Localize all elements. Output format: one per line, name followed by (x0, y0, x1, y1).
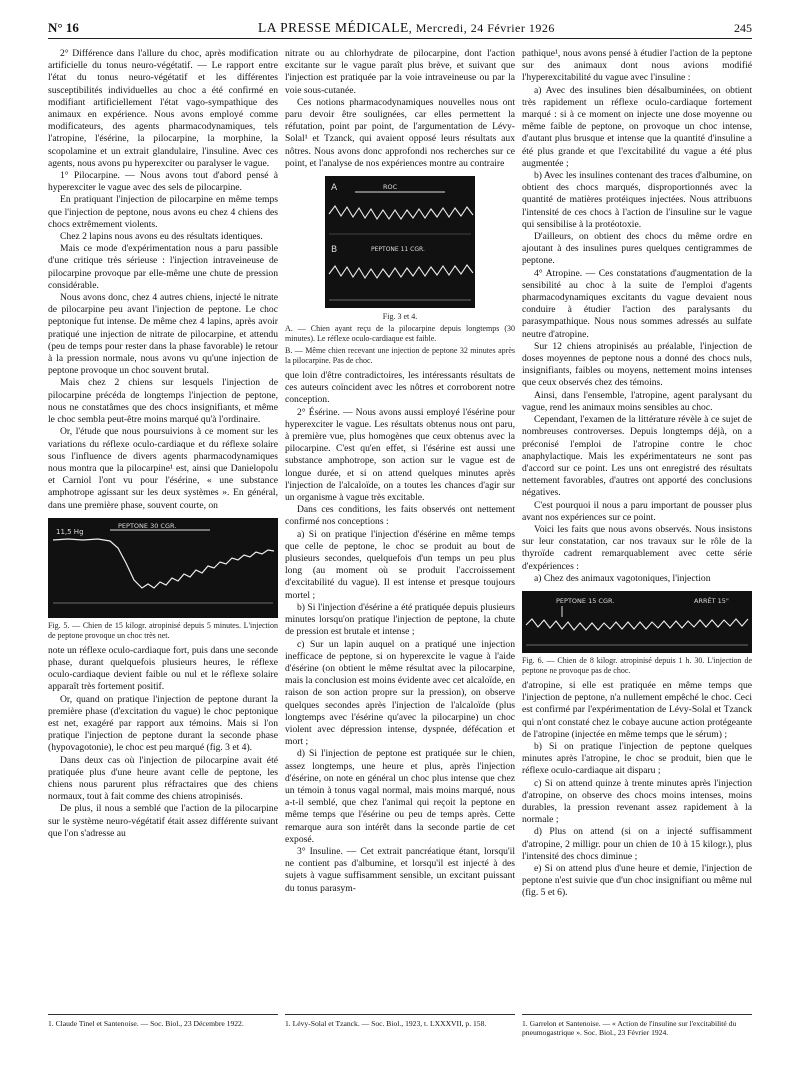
column-1 (48, 48, 278, 840)
paragraph: nitrate ou au chlorhydrate de pilocarpine, dont l'action excitante sur le vague paraît plus brève, et suivant que l'injection est pratiquée par la voie intraveineuse ou par la voie sous-cutanée. (285, 48, 515, 96)
fig6-peptone-label: PEPTONE 15 CGR. (556, 596, 615, 605)
figure-6-caption: Fig. 6. — Chien de 8 kilogr. atropinisé depuis 1 h. 30. L'injection de peptone ne provoque pas de choc. (522, 655, 752, 675)
paragraph: c) Sur un lapin auquel on a pratiqué une injection inefficace de peptone, si on hyperexcite le vague à l'aide d'ésérine (on obtient le même résultat avec la pilocarpine, mais la conclusion est moins évidente avec cet alcaloïde, en raison de son action propre sur la pression), on observe quelques secondes après l'injection de l'alcaloïde (plus longtemps avec l'ésérine qu'avec la pilocarpine) un choc violent avec dépression intense, dyspnée, défécation et mort ; (285, 638, 515, 748)
paragraph: Sur 12 chiens atropinisés au préalable, l'injection de doses moyennes de peptone nous a donné des chocs nuls, insignifiants, faibles ou moyens, nettement moins intenses que ceux observés chez des témoins. (522, 340, 752, 389)
figure-3-4-caption: Fig. 3 et 4. (382, 312, 418, 322)
fig3-trace-line (329, 206, 473, 219)
figure-6 (522, 591, 752, 676)
paragraph: Cependant, l'examen de la littérature révèle à ce sujet de nombreuses controverses. Depuis longtemps déjà, on a préconisé l'emploi de l'atropine contre le choc anaphylactique. Mais les expérimentateurs ne sont pas d'accord sur ce point. Les uns ont enregistré des résultats nettement favorables, d'autres ont apporté des conclusions négatives. (522, 414, 752, 499)
paragraph: Voici les faits que nous avons observés. Nous insistons sur leur constatation, car nos travaux sur le rôle de la thyroïde cadrent remarquablement avec cette série d'expériences : (522, 523, 752, 572)
paragraph: 4° Atropine. — Ces constatations d'augmentation de la sensibilité au choc à la suite de l'emploi d'agents pharmacodynamiques excitants du vague devaient nous conduire à étudier l'action des paralysants du parasympathique. Nous nous sommes adressés au sulfate neutre d'atropine. (522, 267, 752, 340)
paragraph: a) Si on pratique l'injection d'ésérine en même temps que celle de peptone, le choc se produit au bout de plusieurs secondes, quelquefois d'un temps un peu plus long (au moment où se produit l'accroissement d'excitabilité du vague). Il est intense et presque toujours mortel ; (285, 528, 515, 601)
fig3-roc-label: ROC (383, 183, 398, 192)
page-header (48, 20, 752, 39)
journal-title: LA PRESSE MÉDICALE (257, 20, 409, 35)
figure-3-4 (285, 176, 515, 308)
issue-date: , Mercredi, 24 Février 1926 (408, 21, 555, 35)
paragraph: note un réflexe oculo-cardiaque fort, puis dans une seconde phase, durant quelquefois plusieurs heures, le réflexe oculo-cardiaque devient faible ou nul et le réflexe solaire apparaît très fortement positif. (48, 644, 278, 693)
paragraph: b) Si on pratique l'injection de peptone quelques minutes après l'atropine, le choc se produit, bien que le réflexe oculo-cardiaque ait disparu ; (522, 740, 752, 777)
paragraph: Mais chez 2 chiens sur lesquels l'injection de pilocarpine précéda de longtemps l'injection de peptone, nous ne constatâmes que des chocs insignifiants, et même le choc sembla peut-être moins marqué qu'à l'ordinaire. (48, 377, 278, 426)
paragraph: d) Plus on attend (si on a injecté suffisamment d'atropine, 2 milligr. pour un chien de 10 à 15 kilogr.), plus l'intensité des chocs diminue ; (522, 826, 752, 862)
figure-6-trace (522, 591, 752, 653)
figure-5-caption: Fig. 5. — Chien de 15 kilogr. atropinisé depuis 5 minutes. L'injection de peptone provoque un choc très net. (48, 620, 278, 640)
fig4-trace-line (329, 265, 473, 278)
paragraph: b) Si l'injection d'ésérine a été pratiquée depuis plusieurs minutes lorsqu'on pratique l'injection de peptone, la chute de pression est brutale et intense ; (285, 601, 515, 638)
paragraph: Ces notions pharmacodynamiques nouvelles nous ont paru devoir être soulignées, car elles permettent la réfutation, point par point, de l'argumentation de Lévy-Solal¹ et Tzanck, qui avaient opposé leurs résultats aux nôtres. Nous avons donc approfondi nos recherches sur ce point, et l'analyse de nos expériences montre au contraire (285, 96, 515, 169)
paragraph: a) Avec des insulines bien désalbuminées, on obtient très rapidement un réflexe oculo-cardiaque fortement marqué : si à ce moment on injecte une dose moyenne ou même faible de peptone, on provoque un choc intense, d'autant plus brusque et intense que la quantité d'insuline a été plus grande et que l'excitabilité du vague a été plus augmentée ; (522, 84, 752, 169)
footnote-col1: 1. Claude Tinel et Santenoise. — Soc. Biol., 23 Décembre 1922. (48, 1014, 278, 1028)
paragraph: 1° Pilocarpine. — Nous avons tout d'abord pensé à hyperexciter le vague avec des sels de pilocarpine. (48, 170, 278, 194)
figure-4-caption-b: B. — Même chien recevant une injection de peptone 32 minutes après la pilocarpine. Pas de choc. (285, 346, 515, 366)
paragraph: De plus, il nous a semblé que l'action de la pilocarpine sur le système neuro-végétatif était assez différente suivant que l'on s'adresse au (48, 803, 278, 839)
column-2 (285, 48, 515, 895)
masthead (258, 20, 555, 36)
paragraph: Or, l'étude que nous poursuivions à ce moment sur les variations du réflexe oculo-cardiaque et du réflexe solaire sous l'influence de divers agents pharmacodynamiques nous montra que la pilocarpine¹ est, ainsi que Danielopolu et Carniol l'ont vu pour l'ésérine, « une substance amphotrope agissant sur les deux systèmes ». En général, dans une première phase, souvent courte, on (48, 426, 278, 511)
fig5-peptone-label: PEPTONE 30 CGR. (118, 521, 177, 530)
paragraph: 3° Insuline. — Cet extrait pancréatique étant, lorsqu'il ne contient pas d'albumine, et lorsqu'il est injecté à des sujets à vague suffisamment sensible, un excitant puissant du tonus parasym- (285, 845, 515, 894)
paragraph: d) Si l'injection de peptone est pratiquée sur le chien, assez longtemps, une heure et plus, après l'injection d'ésérine, on note en général un choc plus intense que chez un témoin à tonus vagal normal, mais moins marqué, nous a-t-il semblé, que chez l'animal qui reçoit la peptone en même temps que l'ésérine ou peu de temps après. Cette remarque aura son intérêt dans la seconde partie de cet exposé. (285, 748, 515, 845)
paragraph: En pratiquant l'injection de pilocarpine en même temps que l'injection de peptone, nous avons eu chez 4 chiens des chocs extrêmement violents. (48, 194, 278, 230)
fig5-pressure-label: 11,5 Hg (56, 527, 84, 536)
footnote-col2: 1. Lévy-Solal et Tzanck. — Soc. Biol., 1923, t. LXXXVII, p. 158. (285, 1014, 515, 1028)
paragraph: c) Si on attend quinze à trente minutes après l'injection d'atropine, on observe des chocs moins intenses, moins durables, la pression revenant assez rapidement à la normale ; (522, 777, 752, 826)
folio: 245 (734, 21, 752, 35)
paragraph: Chez 2 lapins nous avons eu des résultats identiques. (60, 231, 263, 243)
paragraph: Or, quand on pratique l'injection de peptone durant la première phase (d'excitation du vague) le choc peptonique est net, exagéré par rapport aux témoins. Mais si l'on pratique l'injection de peptone durant la seconde phase (hypovagotonie), le choc est peu marqué (fig. 3 et 4). (48, 693, 278, 754)
paragraph: pathique¹, nous avons pensé à étudier l'action de la peptone sur des animaux dont nous avions modifié l'hyperexcitabilité du vague avec l'insuline : (522, 48, 752, 84)
figure-3-caption-a: A. — Chien ayant reçu de la pilocarpine depuis longtemps (30 minutes). Le réflexe oculo-cardiaque est faible. (285, 324, 515, 344)
fig4-peptone-label: PEPTONE 11 CGR. (371, 246, 425, 254)
paragraph: b) Avec les insulines contenant des traces d'albumine, on obtient des chocs marqués, disproportionnés avec la quantité de matières protéiques injectées. Nous attribuons l'intensité de ces chocs à l'action de l'insuline sur le vague qui sensibilise à la protéotoxie. (522, 170, 752, 230)
fig6-arret-label: ARRÊT 15" (694, 596, 729, 605)
figure-5 (48, 518, 278, 641)
paragraph: d'atropine, si elle est pratiquée en même temps que l'injection de peptone, n'a nullement empêché le choc. Ceci est confirmé par l'expérimentation de Lévy-Solal et Tzanck qui n'ont constaté chez le cobaye aucune action protégeante de l'atropine (injectée en même temps que le sérum) ; (522, 679, 752, 740)
fig3-label-a: A (331, 183, 338, 194)
paragraph: Ainsi, dans l'ensemble, l'atropine, agent paralysant du vague, rend les animaux moins sensibles au choc. (522, 389, 752, 413)
column-3 (522, 48, 752, 900)
paragraph: Dans deux cas où l'injection de pilocarpine avait été pratiquée plus d'une heure avant celle de peptone, les chiens nous parurent plus réfractaires que des chiens normaux, tout à fait comme des chiens atropinisés. (48, 754, 278, 803)
paragraph: C'est pourquoi il nous a paru important de pousser plus avant nos expériences sur ce point. (522, 499, 752, 523)
figure-3-4-traces (325, 176, 475, 308)
paragraph: e) Si on attend plus d'une heure et demie, l'injection de peptone n'est suivie que d'un choc insignifiant ou même nul (fig. 5 et 6). (522, 862, 752, 899)
fig4-label-b: B (331, 245, 338, 256)
paragraph: que loin d'être contradictoires, les intéressants résultats de ces auteurs coïncident avec les nôtres et corroborent notre conception. (285, 370, 515, 406)
figure-5-trace (48, 518, 278, 618)
paragraph: Dans ces conditions, les faits observés ont nettement confirmé nos conceptions : (285, 504, 515, 528)
paragraph: Mais ce mode d'expérimentation nous a paru passible d'une critique très sérieuse : l'injection intraveineuse de pilocarpine provoque par elle-même une chute de pression considérable. (48, 243, 278, 291)
paragraph: Nous avons donc, chez 4 autres chiens, injecté le nitrate de pilocarpine peu avant l'injection de peptone. Le choc peptonique fut intense. De même chez 4 lapins, après avoir pratiqué une injection de nitrate de pilocarpine, et attendu (peu de temps pour rester dans la phase favorable) le retour à la pression normale, nous avons vu qu'une injection de peptone provoque un choc souvent brutal. (48, 292, 278, 377)
paragraph: 2° Différence dans l'allure du choc, après modification artificielle du tonus neuro-végétatif. — Le rapport entre l'état du tonus neuro-végétatif et les différentes susceptibilités individuelles au choc a été confirmé en modifiant artificiellement l'état vago-sympathique des animaux en expérience. Nous avons employé comme modificateurs, des agents pharmacodynamiques, tels l'atropine, l'ésérine, la pilocarpine, la morphine, la scopolamine et un extrait glandulaire, l'insuline. Avec ces agents, nous avons pu hyperexciter ou paralyser le vague. (48, 48, 278, 169)
paragraph: D'ailleurs, on obtient des chocs du même ordre en ajoutant à des insulines pures quelques centigrammes de peptone. (522, 231, 752, 267)
page-number: N° 16 (48, 20, 79, 35)
footnote-col3: 1. Garrelon et Santenoise. — « Action de l'insuline sur l'excitabilité du pneumogastrique ». Soc. Biol., 23 Février 1924. (522, 1014, 752, 1038)
fig6-trace-line (526, 619, 748, 630)
paragraph: 2° Ésérine. — Nous avons aussi employé l'ésérine pour hyperexciter le vague. Les résultats obtenus nous ont paru, à première vue, plus homogènes que ceux obtenus avec la pilocarpine. C'est qu'en effet, si l'ésérine est aussi une substance amphotrope, son action sur le vague est de longue durée, et si on attend quelques minutes après l'injection de l'alcaloïde, on a toutes les chances d'agir sur un organisme à vague très excitable. (285, 406, 515, 504)
paragraph: a) Chez des animaux vagotoniques, l'injection (534, 572, 711, 584)
fig5-trace-line (53, 539, 274, 588)
